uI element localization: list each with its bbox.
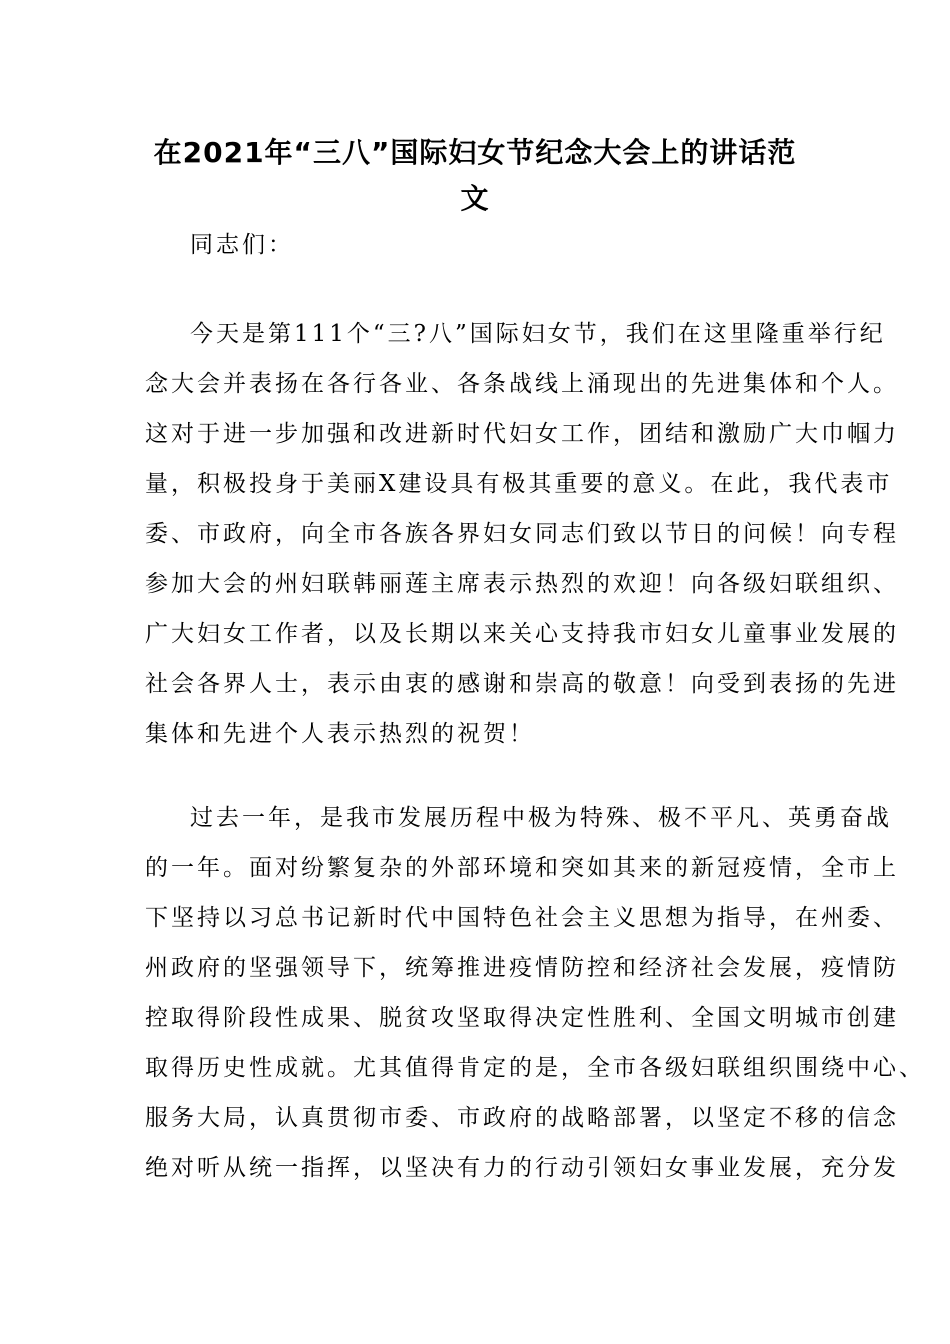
paragraph-line: 过去一年，是我市发展历程中极为特殊、极不平凡、英勇奋战 <box>190 805 892 831</box>
paragraph-line: 取得历史性成就。尤其值得肯定的是，全市各级妇联组织围绕中心、 <box>145 1055 925 1081</box>
paragraph-line: 绝对听从统一指挥，以坚决有力的行动引领妇女事业发展，充分发 <box>145 1155 899 1181</box>
paragraph-line: 这对于进一步加强和改进新时代妇女工作，团结和激励广大巾帼力 <box>145 421 899 447</box>
paragraph-line: 控取得阶段性成果、脱贫攻坚取得决定性胜利、全国文明城市创建 <box>145 1005 899 1031</box>
paragraph-line: 州政府的坚强领导下，统筹推进疫情防控和经济社会发展，疫情防 <box>145 955 899 981</box>
paragraph-line: 社会各界人士，表示由衷的感谢和崇高的敬意！向受到表扬的先进 <box>145 671 899 697</box>
paragraph-line: 今天是第111个“三?八”国际妇女节，我们在这里隆重举行纪 <box>190 321 886 347</box>
greeting: 同志们： <box>190 232 294 258</box>
paragraph-line: 委、市政府，向全市各族各界妇女同志们致以节日的问候！向专程 <box>145 521 899 547</box>
document-title: 在2021年“三八”国际妇女节纪念大会上的讲话范文 <box>153 136 797 215</box>
paragraph-line: 集体和先进个人表示热烈的祝贺！ <box>145 721 535 747</box>
paragraph-line: 参加大会的州妇联韩丽莲主席表示热烈的欢迎！向各级妇联组织、 <box>145 571 899 597</box>
paragraph-line: 下坚持以习总书记新时代中国特色社会主义思想为指导，在州委、 <box>145 905 899 931</box>
paragraph-line: 量，积极投身于美丽X建设具有极其重要的意义。在此，我代表市 <box>145 471 893 497</box>
paragraph-line: 广大妇女工作者，以及长期以来关心支持我市妇女儿童事业发展的 <box>145 621 899 647</box>
paragraph-line: 服务大局，认真贯彻市委、市政府的战略部署，以坚定不移的信念 <box>145 1105 899 1131</box>
paragraph-line: 的一年。面对纷繁复杂的外部环境和突如其来的新冠疫情，全市上 <box>145 855 899 881</box>
paragraph-line: 念大会并表扬在各行各业、各条战线上涌现出的先进集体和个人。 <box>145 371 899 397</box>
